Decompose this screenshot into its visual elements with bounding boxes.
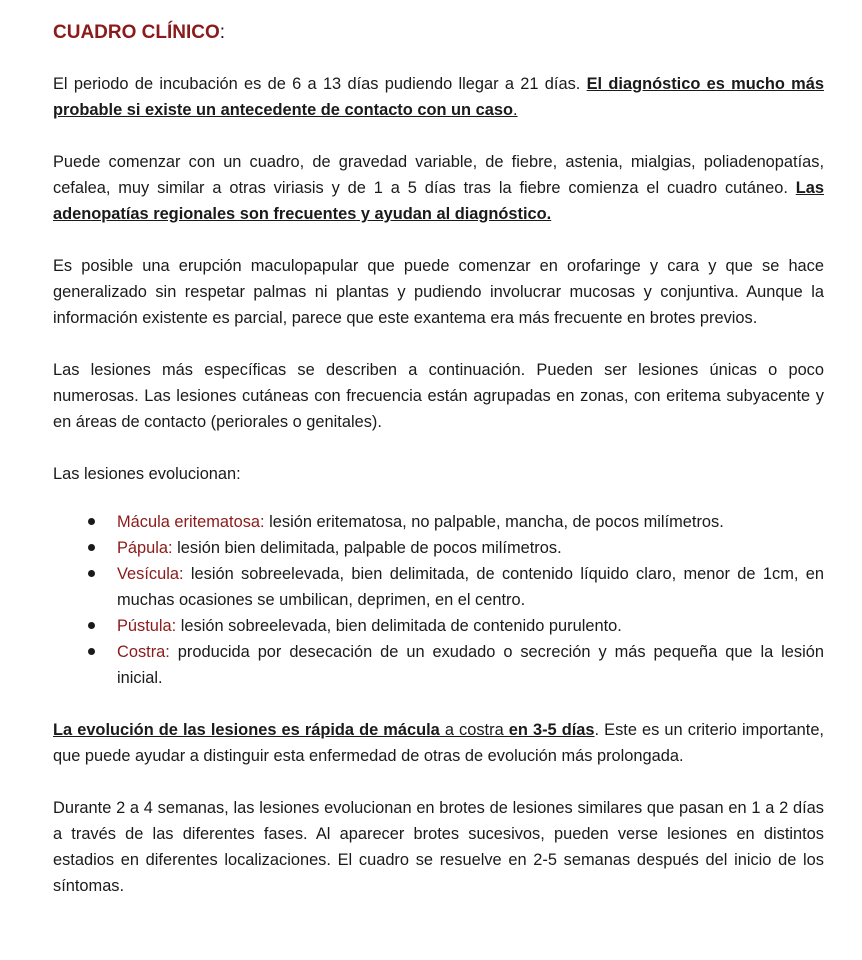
- section-heading-text: CUADRO CLÍNICO: [53, 22, 220, 43]
- paragraph-eruption: Es posible una erupción maculopapular que puede comenzar en orofaringe y cara y que se hace generalizado sin respetar palmas ni plantas y pudiendo involucrar mucosas y conjuntiva. Aunque la información existente es parcial, parece que este exantema era más frecuente en brotes previos.: [53, 257, 824, 327]
- lesion-description: producida por desecación de un exudado o secreción y más pequeña que la lesión inicial.: [117, 643, 824, 687]
- lesion-term: Costra:: [117, 643, 170, 661]
- lesion-description: lesión eritematosa, no palpable, mancha, de pocos milímetros.: [264, 513, 724, 531]
- paragraph-incubation-text: El periodo de incubación es de 6 a 13 días pudiendo llegar a 21 días.: [53, 75, 587, 93]
- lesion-term: Pápula:: [117, 539, 173, 557]
- paragraph-onset-emphasis: Las adenopatías regionales son frecuentes y ayudan al diagnóstico.: [53, 179, 824, 223]
- list-item-vesicula: [117, 561, 824, 613]
- lesion-stages-list: [53, 509, 824, 691]
- list-item-costra: [117, 639, 824, 691]
- section-heading-colon: :: [219, 22, 226, 43]
- paragraph-evolution: [53, 717, 824, 769]
- paragraph-incubation-end: .: [512, 101, 518, 119]
- lesion-term: Vesícula:: [117, 565, 184, 583]
- paragraph-evolution-mid: a costra: [439, 721, 509, 739]
- lesion-term: Pústula:: [117, 617, 177, 635]
- list-item-pustula: [117, 613, 824, 639]
- paragraph-incubation-emphasis: El diagnóstico es mucho más probable si existe un antecedente de contacto con un caso: [53, 75, 824, 119]
- paragraph-specific-lesions: Las lesiones más específicas se describen a continuación. Pueden ser lesiones únicas o poco numerosas. Las lesiones cutáneas con frecuencia están agrupadas en zonas, con eritema subyacente y en áreas de contacto (periorales o genitales).: [53, 361, 824, 431]
- lesion-description: lesión sobreelevada, bien delimitada, de contenido líquido claro, menor de 1cm, en muchas ocasiones se umbilican, deprimen, en el centro.: [117, 565, 824, 609]
- paragraph-lesions-intro: Las lesiones evolucionan:: [53, 465, 241, 483]
- paragraph-onset-text: Puede comenzar con un cuadro, de gravedad variable, de fiebre, astenia, mialgias, poliadenopatías, cefalea, muy similar a otras viriasis y de 1 a 5 días tras la fiebre comienza el cuadro cutáneo.: [53, 153, 824, 197]
- paragraph-evolution-text: . Este es un criterio importante, que puede ayudar a distinguir esta enfermedad de otras de evolución más prolongada.: [53, 721, 824, 765]
- paragraph-evolution-emphasis-1: La evolución de las lesiones es rápida de mácula: [53, 721, 440, 739]
- paragraph-evolution-emphasis-2: en 3-5 días: [508, 721, 595, 739]
- section-heading: [53, 19, 824, 47]
- paragraph-incubation: [53, 71, 824, 123]
- paragraph-onset: [53, 149, 824, 227]
- lesion-description: lesión sobreelevada, bien delimitada de contenido purulento.: [176, 617, 622, 635]
- lesion-term: Mácula eritematosa:: [117, 513, 265, 531]
- lesion-description: lesión bien delimitada, palpable de pocos milímetros.: [172, 539, 562, 557]
- list-item-macula: [117, 509, 824, 535]
- list-item-papula: [117, 535, 824, 561]
- paragraph-duration: Durante 2 a 4 semanas, las lesiones evolucionan en brotes de lesiones similares que pasan en 1 a 2 días a través de las diferentes fases. Al aparecer brotes sucesivos, pueden verse lesiones en distintos estadios en diferentes localizaciones. El cuadro se resuelve en 2-5 semanas después del inicio de los síntomas.: [53, 799, 824, 895]
